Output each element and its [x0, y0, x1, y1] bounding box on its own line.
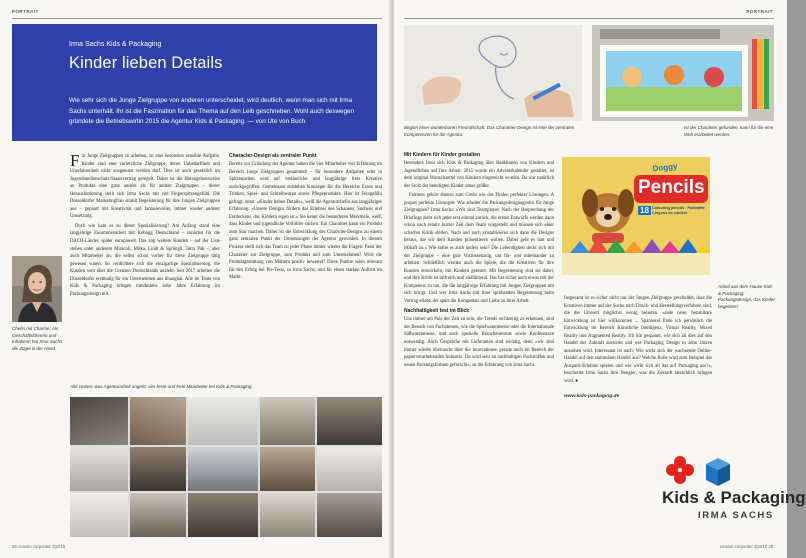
team-photo-tile: [130, 397, 186, 445]
team-caption: Alte Hasen, was Agenturarbeit angeht: vier feste und freie Mitarbeiter bei Kids & Packaging.: [70, 384, 253, 389]
product-caption: Arbeit aus dem Hause Kids & Packaging: Packungsdesign, das Kinder begeistert.: [718, 284, 776, 309]
left-col1-paragraph-2: Doch wie kam es zu dieser Spezialisierung? Am Anfang stand eine langjährige Zusammenarbeit mit Kellogg Deutschland – zunächst für die DACH-Länder, später europaweit. Das zog weitere Kunden – auf der Liste stehen unter anderem Mirácoli, Milka, Lindt & Sprüngli, Tetra Pak –, aber auch Mitarbeiter an, die selbst schon vorher für diese Zielgruppe tätig gewesen waren. So verdichtete sich die einzigartige Spezialisierung, die Kunden weit über die Grenzen Deutschlands anzieht. Seit 2017 arbeiten die Düsseldorfer erstmalig für ein Unternehmen aus Shanghai. Alle im Team von Kids & Packaging bringen mindestens zehn Jahre Erfahrung im Packungsdesign mit.: [70, 223, 220, 297]
section-label: PORTRAIT: [12, 9, 39, 14]
team-photo-tile: [317, 493, 382, 537]
right-col1-paragraph-3: Uns immer am Puls der Zeit zu sein, die Trends rechtzeitig zu erkennen, sind der Besuch von Fachmessen, wie die Spielwarenmesse oder die Internationale Süßwarenmesse, und auch spezielle Branchenevents sowie Konferenzen notwendig. Auch Gespräche mit Lieferanten sind wichtig, denn »wir sind immer wieder überrascht über die Innovationen gerade auch im Bereich der papierverarbeitenden Industrie. Da wird sehr an nachhaltigen Packstoffen und neuen Packungsformen geforscht«, so die Erfahrung von Irma Sachs.: [404, 317, 554, 368]
logo-mark: [658, 452, 784, 488]
product-packaging-photo: [562, 157, 710, 275]
logo-title: Kids & Packaging: [662, 488, 806, 507]
drawing-illustration: [404, 25, 582, 121]
header-rule-right: [404, 18, 774, 19]
left-col1-paragraph-1: [70, 153, 220, 221]
header-rule: [12, 18, 382, 19]
team-photo-tile: [188, 447, 258, 491]
team-photo-collage: [70, 397, 382, 537]
product-brand-main: Pencils: [638, 177, 705, 198]
team-photo-tile: [317, 397, 382, 445]
product-brand-top: Doggy: [652, 161, 678, 174]
right-col1-paragraph-2: Fairness gehört ebenso zum Credo wie das Finden perfekter Lösungen. A propos perfekte Lösungen: Wie arbeitet die Packungsdesignagentur für Junge Zielgruppen? Irma Sachs: »Wir sind Teamplayer. Nach der Besprechung des Briefings zieht sich jeder erst einmal zurück, die ersten Entwürfe werden dann schon nach relativ kurzer Zeit dem Team vorgestellt und müssen sich einer scharfen Kritik stellen. Nach und nach kristallisieren sich dann die Designs heraus, die wir dem Kunden präsentieren wollen. Dabei geht es laut und lebhaft zu.« Wie sollte es auch anders sein? Die Lebendigkeit deckt sich mit der Zielgruppe – eine gute Voraussetzung, um für- und miteinander zu arbeiten. Schließlich werden auch die Spiele, die die Kreativen für ihre Kunden entwickeln, mit Kindern getestet. Mit Begeisterung sind sie dabei, und ihre Kritik ist hilfreich und zielführend. Das hat sicher auch etwas mit der Kompetenz zu tun, die die langjährige Erfahrung mit Jungen Zielgruppen mit sich bringt. Und wer Irma Sachs mit ihrer sprühenden Begeisterung beim Vortrag erlebt, der spürt die Kompetenz und Liebe zu ihrer Arbeit.: [404, 193, 554, 304]
heading-character-design: Character-Design als zentraler Punkt: [229, 153, 317, 159]
right-col2-paragraph-1: [564, 295, 712, 386]
comic-artwork-photo: [592, 25, 774, 121]
right-col2-text: Insgesamt ist es sicher nicht nur der Jungen Zielgruppe geschuldet, dass die Kreativen immer auf der Suche nach Druck- und Herstellungsverfahren sind, die die Umwelt möglichst wenig belasten. »Jede neue, bezahlbare Entwicklung ist hier willkommen ... Spannend finde ich persönlich die Entwicklung im Bereich Künstliche Intelligenz, Virtual Reality, Mixed Reality und Augmented Reality. Ich bin gespannt, wie sich all dies auf den Handel der Zukunft auswirkt und wie Packaging Design in zehn Jahren aussehen wird. Interessant ist auch: Wie wirkt sich der wachsende Online-Handel auf den stationären Handel aus? Welche Rolle wird zum Beispiel das Auspack-Erlebnis spielen und wie wirkt sich all das auf Packaging aus?«, beschreibt Irma Sachs ihre Neugier, was die Zukunft tatsächlich bringen wird.: [564, 296, 712, 385]
website-link[interactable]: www.kids-packaging.de: [564, 393, 620, 399]
comic-illustration: [592, 25, 774, 121]
title-box: [12, 24, 377, 141]
team-photo-tile: [130, 493, 186, 537]
team-photo-tile: [70, 493, 128, 537]
team-photo-tile: [70, 447, 128, 491]
team-photo-tile: [130, 447, 186, 491]
portrait-illustration: [12, 256, 62, 322]
section-label-right: PORTRAIT: [746, 9, 773, 14]
left-column-1: [70, 153, 220, 300]
team-photo-tile: [260, 493, 315, 537]
drawing-caption: Beginn einer wunderbaren Freundschaft. Das Charakter-Design ist eine der zentralen Kompetenzen für die Agentur.: [404, 125, 575, 137]
drawing-photo: [404, 25, 582, 121]
product-line-1: Colouring pencils · Farbstifte: [652, 206, 705, 210]
team-photo-tile: [260, 397, 315, 445]
team-photo-tile: [188, 397, 258, 445]
heading-nachhaltigkeit: Nachhaltigkeit fest im Blick: [404, 308, 470, 315]
left-page: [0, 0, 392, 558]
folio-left: 28 crossin corporate 2|2018: [12, 544, 66, 549]
left-col1-text-1: ür Junge Zielgruppen zu arbeiten, ist eine besonders sensible Aufgabe. Kinder sind eine vorletzliche Zielgruppe, deren Unbedarftheit und Unerfahrenheit nicht ausgenutzt werden darf. Dies ist auch gesetzlich im Jugendmedienschutz-Staatsvertrag geregelt. Daher ist die Herangehensweise an Produkte eine ganz andere als für andere Zielgruppen – dieser Herausforderung stellt sich Irma Sachs mit viel Fingerspitzengefühl. Die Düsseldorfer Marketingfrau strahlt Begeisterung für ihre Jungen Zielgruppen aus – gepaart mit Kreativität und fantasievoller, immer wieder anderer Umsetzung.: [70, 154, 220, 220]
comic-caption: Ist der Charakter gefunden, kann für die eine Welt erarbeitet werden.: [684, 125, 774, 137]
team-photo-tile: [70, 397, 128, 445]
product-description: [652, 206, 708, 216]
heading-mit-kindern: Mit Kindern für Kinder gestalten: [404, 152, 481, 158]
right-col1-paragraph-1: Besonders freut sich Kids & Packaging über Reaktionen von Kindern und Jugendlichen auf Ihre Arbeit. 2015 wurde ein Adventskalender gestaltet, ist dem original Wunschzettel von Kindern eingereicht wurden. Da war natürlich der Stolz der beteiligten Kinder umso größer.: [404, 161, 554, 189]
left-col2-paragraph-1: Bereits vor Gründung der Agentur haben die vier Mitarbeiter viel Erfahrung im Bereich Junge Zielgruppen gesammelt – für besondere Aufgaben oder in Spitzenzeiten wird auf verlässliche und langjährige freie Kreative zurückgegriffen. Gemeinsam entstehen Konzepte für die Bereiche Essen und Trinken, Spiel- und Schreibwaren sowie Pflegeprodukte. Hier ist Feingefühl gefragt, denn: »Kinder lieben Details«, weiß die Agenturchefin aus langjähriger Erfahrung. »Unsere Designs fördern das Erlebnis des Schauens, Suchens und Entdeckens, das Kindern eigen ist.« Sie kennt die besonderen Merkmale, weiß, dass Kinder und jugendliche Vorbilder suchen. Ein Charakter kann ein Produkt zum Star machen. Daher ist die Entwicklung des Character-Designs zu einem ganz zentralen Punkt der Umsetzungen der Agentur geworden. In diesem Prozess stellt sich das Team zu jeder Phase immer wieder die Fragen: Passt der Charakter zur Zielgruppe, zum Produkt und zum Unternehmen? Wird die Produktgestaltung von Müttern positiv bewertet? Diese Punkte seien relevant für den Erfolg bei Pre-Tests, so Irma Sachs, und für einen starken Auftritt im Markt.: [229, 162, 382, 281]
product-count: 18: [640, 206, 649, 215]
left-column-2: [229, 153, 382, 284]
portrait-photo: [12, 256, 62, 322]
drop-cap: F: [70, 151, 80, 170]
kicker: Irma Sachs Kids & Packaging: [69, 41, 162, 48]
product-line-2: Crayons de couleur: [652, 211, 688, 215]
team-photo-tile: [188, 493, 258, 537]
portrait-caption: Chefin mit Charme: Als Geschäftsführerin und Inhaberin hat Irma Sachs die Zügel in der Hand.: [12, 326, 63, 351]
right-column-1: [404, 152, 554, 371]
team-photo-tile: [317, 447, 382, 491]
right-column-2: [564, 295, 712, 399]
logo-subtitle: IRMA SACHS: [698, 510, 774, 521]
kids-packaging-logo: [658, 452, 806, 534]
end-mark: ●: [575, 379, 579, 385]
lead-paragraph: Wie sehr sich die Junge Zielgruppe von anderen unterscheidet, wird deutlich, wenn man sich mit Irma Sachs unterhält. Ihr ist die Faszination für das Thema auf den Leib geschrieben. Wohl auch deswegen gründete die Betriebswirtin 2015 die Agentur Kids & Packaging. — von Ute von Buch: [69, 97, 355, 125]
team-photo-tile: [260, 447, 315, 491]
folio-right: crossin corporate 2|2018 29: [719, 544, 773, 549]
headline: Kinder lieben Details: [69, 54, 223, 72]
